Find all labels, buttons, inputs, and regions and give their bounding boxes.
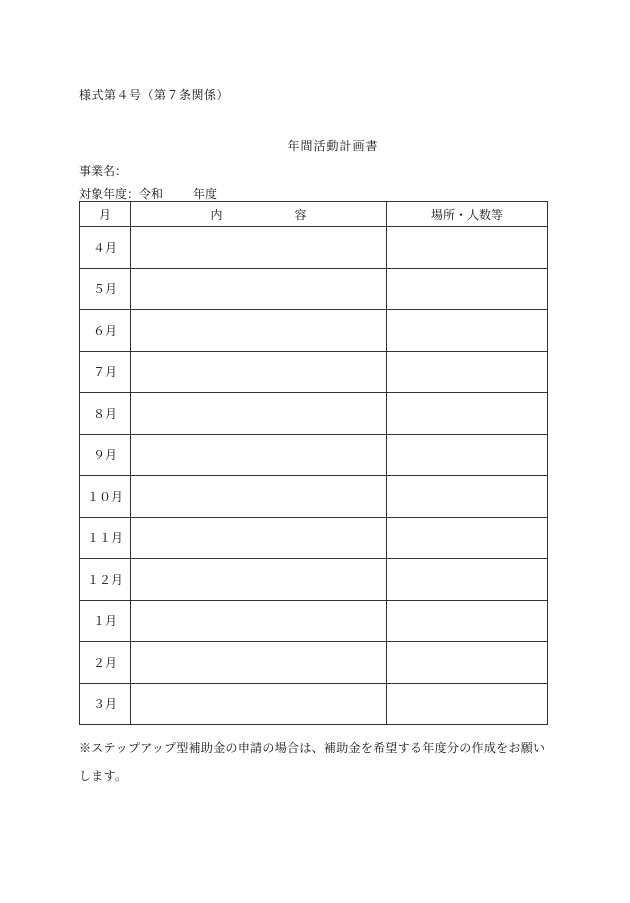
document-title — [0, 137, 630, 154]
target-year-field — [79, 185, 217, 202]
place-cell[interactable] — [387, 683, 548, 725]
table-row — [80, 642, 548, 684]
content-header-right: 容 — [294, 207, 307, 222]
target-year-suffix: 年度 — [193, 187, 218, 201]
month-cell: ２月 — [80, 642, 131, 684]
content-cell[interactable] — [131, 476, 387, 518]
content-cell[interactable] — [131, 683, 387, 725]
place-cell[interactable] — [387, 517, 548, 559]
place-cell[interactable] — [387, 268, 548, 310]
activity-plan-table — [79, 201, 548, 725]
content-cell[interactable] — [131, 517, 387, 559]
table-row — [80, 227, 548, 269]
content-cell[interactable] — [131, 393, 387, 435]
month-cell: １０月 — [80, 476, 131, 518]
place-cell[interactable] — [387, 310, 548, 352]
content-cell[interactable] — [131, 268, 387, 310]
content-cell[interactable] — [131, 227, 387, 269]
table-row — [80, 683, 548, 725]
place-cell[interactable] — [387, 393, 548, 435]
content-cell[interactable] — [131, 310, 387, 352]
place-cell[interactable] — [387, 600, 548, 642]
month-cell: １２月 — [80, 559, 131, 601]
form-number: 様式第４号（第７条関係） — [79, 88, 230, 102]
table-row — [80, 476, 548, 518]
table-row — [80, 434, 548, 476]
place-column-header: 場所・人数等 — [387, 202, 548, 227]
table-row — [80, 600, 548, 642]
month-cell: ３月 — [80, 683, 131, 725]
table-row — [80, 351, 548, 393]
document-title-text: 年間活動計画書 — [287, 139, 379, 153]
month-cell: ４月 — [80, 227, 131, 269]
content-cell[interactable] — [131, 600, 387, 642]
table-row — [80, 517, 548, 559]
table-row — [80, 310, 548, 352]
month-cell: １１月 — [80, 517, 131, 559]
place-cell[interactable] — [387, 351, 548, 393]
place-cell[interactable] — [387, 227, 548, 269]
month-cell: ８月 — [80, 393, 131, 435]
place-cell[interactable] — [387, 559, 548, 601]
table-row — [80, 393, 548, 435]
content-cell[interactable] — [131, 351, 387, 393]
target-year-blank[interactable] — [163, 185, 193, 202]
month-cell: ７月 — [80, 351, 131, 393]
content-cell[interactable] — [131, 642, 387, 684]
month-cell: ５月 — [80, 268, 131, 310]
target-year-label: 対象年度：令和 — [79, 187, 164, 201]
business-name-label: 事業名： — [79, 164, 128, 178]
content-cell[interactable] — [131, 434, 387, 476]
table-row — [80, 268, 548, 310]
place-cell[interactable] — [387, 476, 548, 518]
content-cell[interactable] — [131, 559, 387, 601]
month-column-header: 月 — [80, 202, 131, 227]
place-cell[interactable] — [387, 642, 548, 684]
month-cell: ６月 — [80, 310, 131, 352]
content-column-header — [131, 202, 387, 227]
table-header-row — [80, 202, 548, 227]
table-row — [80, 559, 548, 601]
content-header-left: 内 — [210, 207, 223, 222]
month-cell: １月 — [80, 600, 131, 642]
application-note: ※ステップアップ型補助金の申請の場合は、補助金を希望する年度分の作成をお願いします。 — [79, 741, 546, 783]
place-cell[interactable] — [387, 434, 548, 476]
month-cell: ９月 — [80, 434, 131, 476]
